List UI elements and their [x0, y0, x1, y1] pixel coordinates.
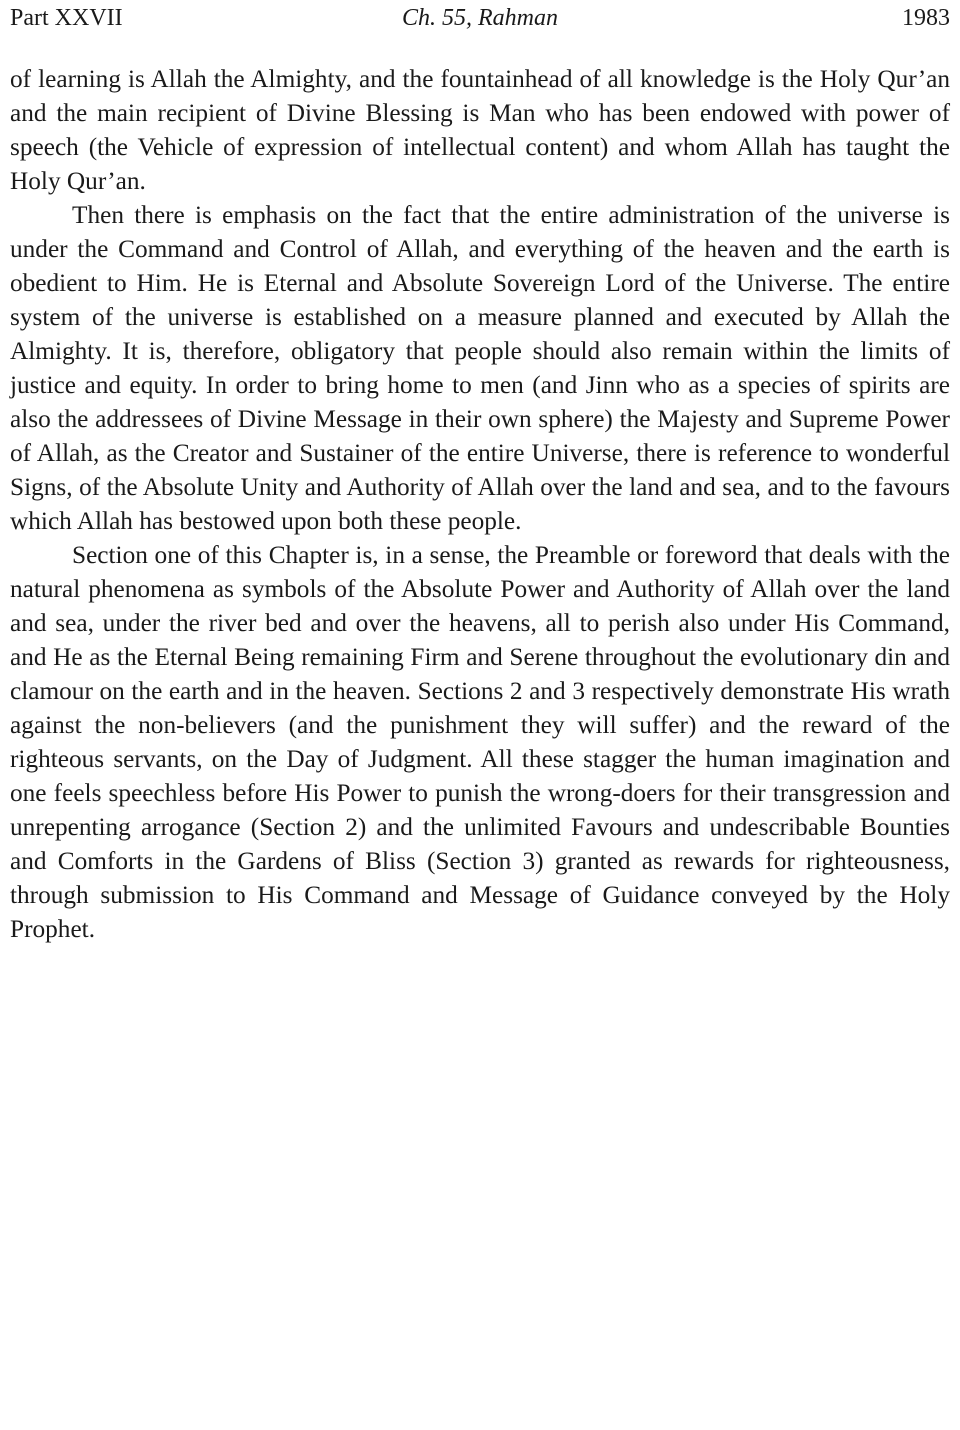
chapter-title: Ch. 55, Rahman	[402, 5, 558, 31]
paragraph-1: of learning is Allah the Almighty, and the fountainhead of all knowledge is the Holy Qur’an and the main recipient of Divine Blessing is Man who has been endowed with power of speech (the Vehicle of expression of intellectual content) and whom Allah has taught the Holy Qur’an.	[10, 65, 950, 195]
running-header	[10, 0, 950, 36]
paragraph-3: Section one of this Chapter is, in a sense, the Preamble or foreword that deals with the natural phenomena as symbols of the Absolute Power and Authority of Allah over the land and sea, under the river bed and over the heavens, all to perish also under His Command, and He as the Eternal Being remaining Firm and Serene throughout the evolutionary din and clamour on the earth and in the heaven. Sections 2 and 3 respectively demonstrate His wrath against the non-believers (and the punishment they will suffer) and the reward of the righteous servants, on the Day of Judgment. All these stagger the human imagination and one feels speechless before His Power to punish the wrong-doers for their transgression and unrepenting arrogance (Section 2) and the unlimited Favours and undescribable Bounties and Comforts in the Gardens of Bliss (Section 3) granted as rewards for righteousness, through submission to His Command and Message of Guidance conveyed by the Holy Prophet.	[10, 541, 950, 943]
page-number: 1983	[902, 5, 950, 31]
document-page	[10, 0, 950, 1430]
part-label: Part XXVII	[10, 5, 123, 31]
body-text	[10, 62, 950, 946]
paragraph-2: Then there is emphasis on the fact that the entire administration of the universe is under the Command and Control of Allah, and everything of the heaven and the earth is obedient to Him. He is Eternal and Absolute Sovereign Lord of the Universe. The entire system of the universe is established on a measure planned and executed by Allah the Almighty. It is, therefore, obligatory that people should also remain within the limits of justice and equity. In order to bring home to men (and Jinn who as a species of spirits are also the addressees of Divine Message in their own sphere) the Majesty and Supreme Power of Allah, as the Creator and Sustainer of the entire Universe, there is reference to wonderful Signs, of the Absolute Unity and Authority of Allah over the land and sea, and to the favours which Allah has bestowed upon both these people.	[10, 201, 950, 535]
